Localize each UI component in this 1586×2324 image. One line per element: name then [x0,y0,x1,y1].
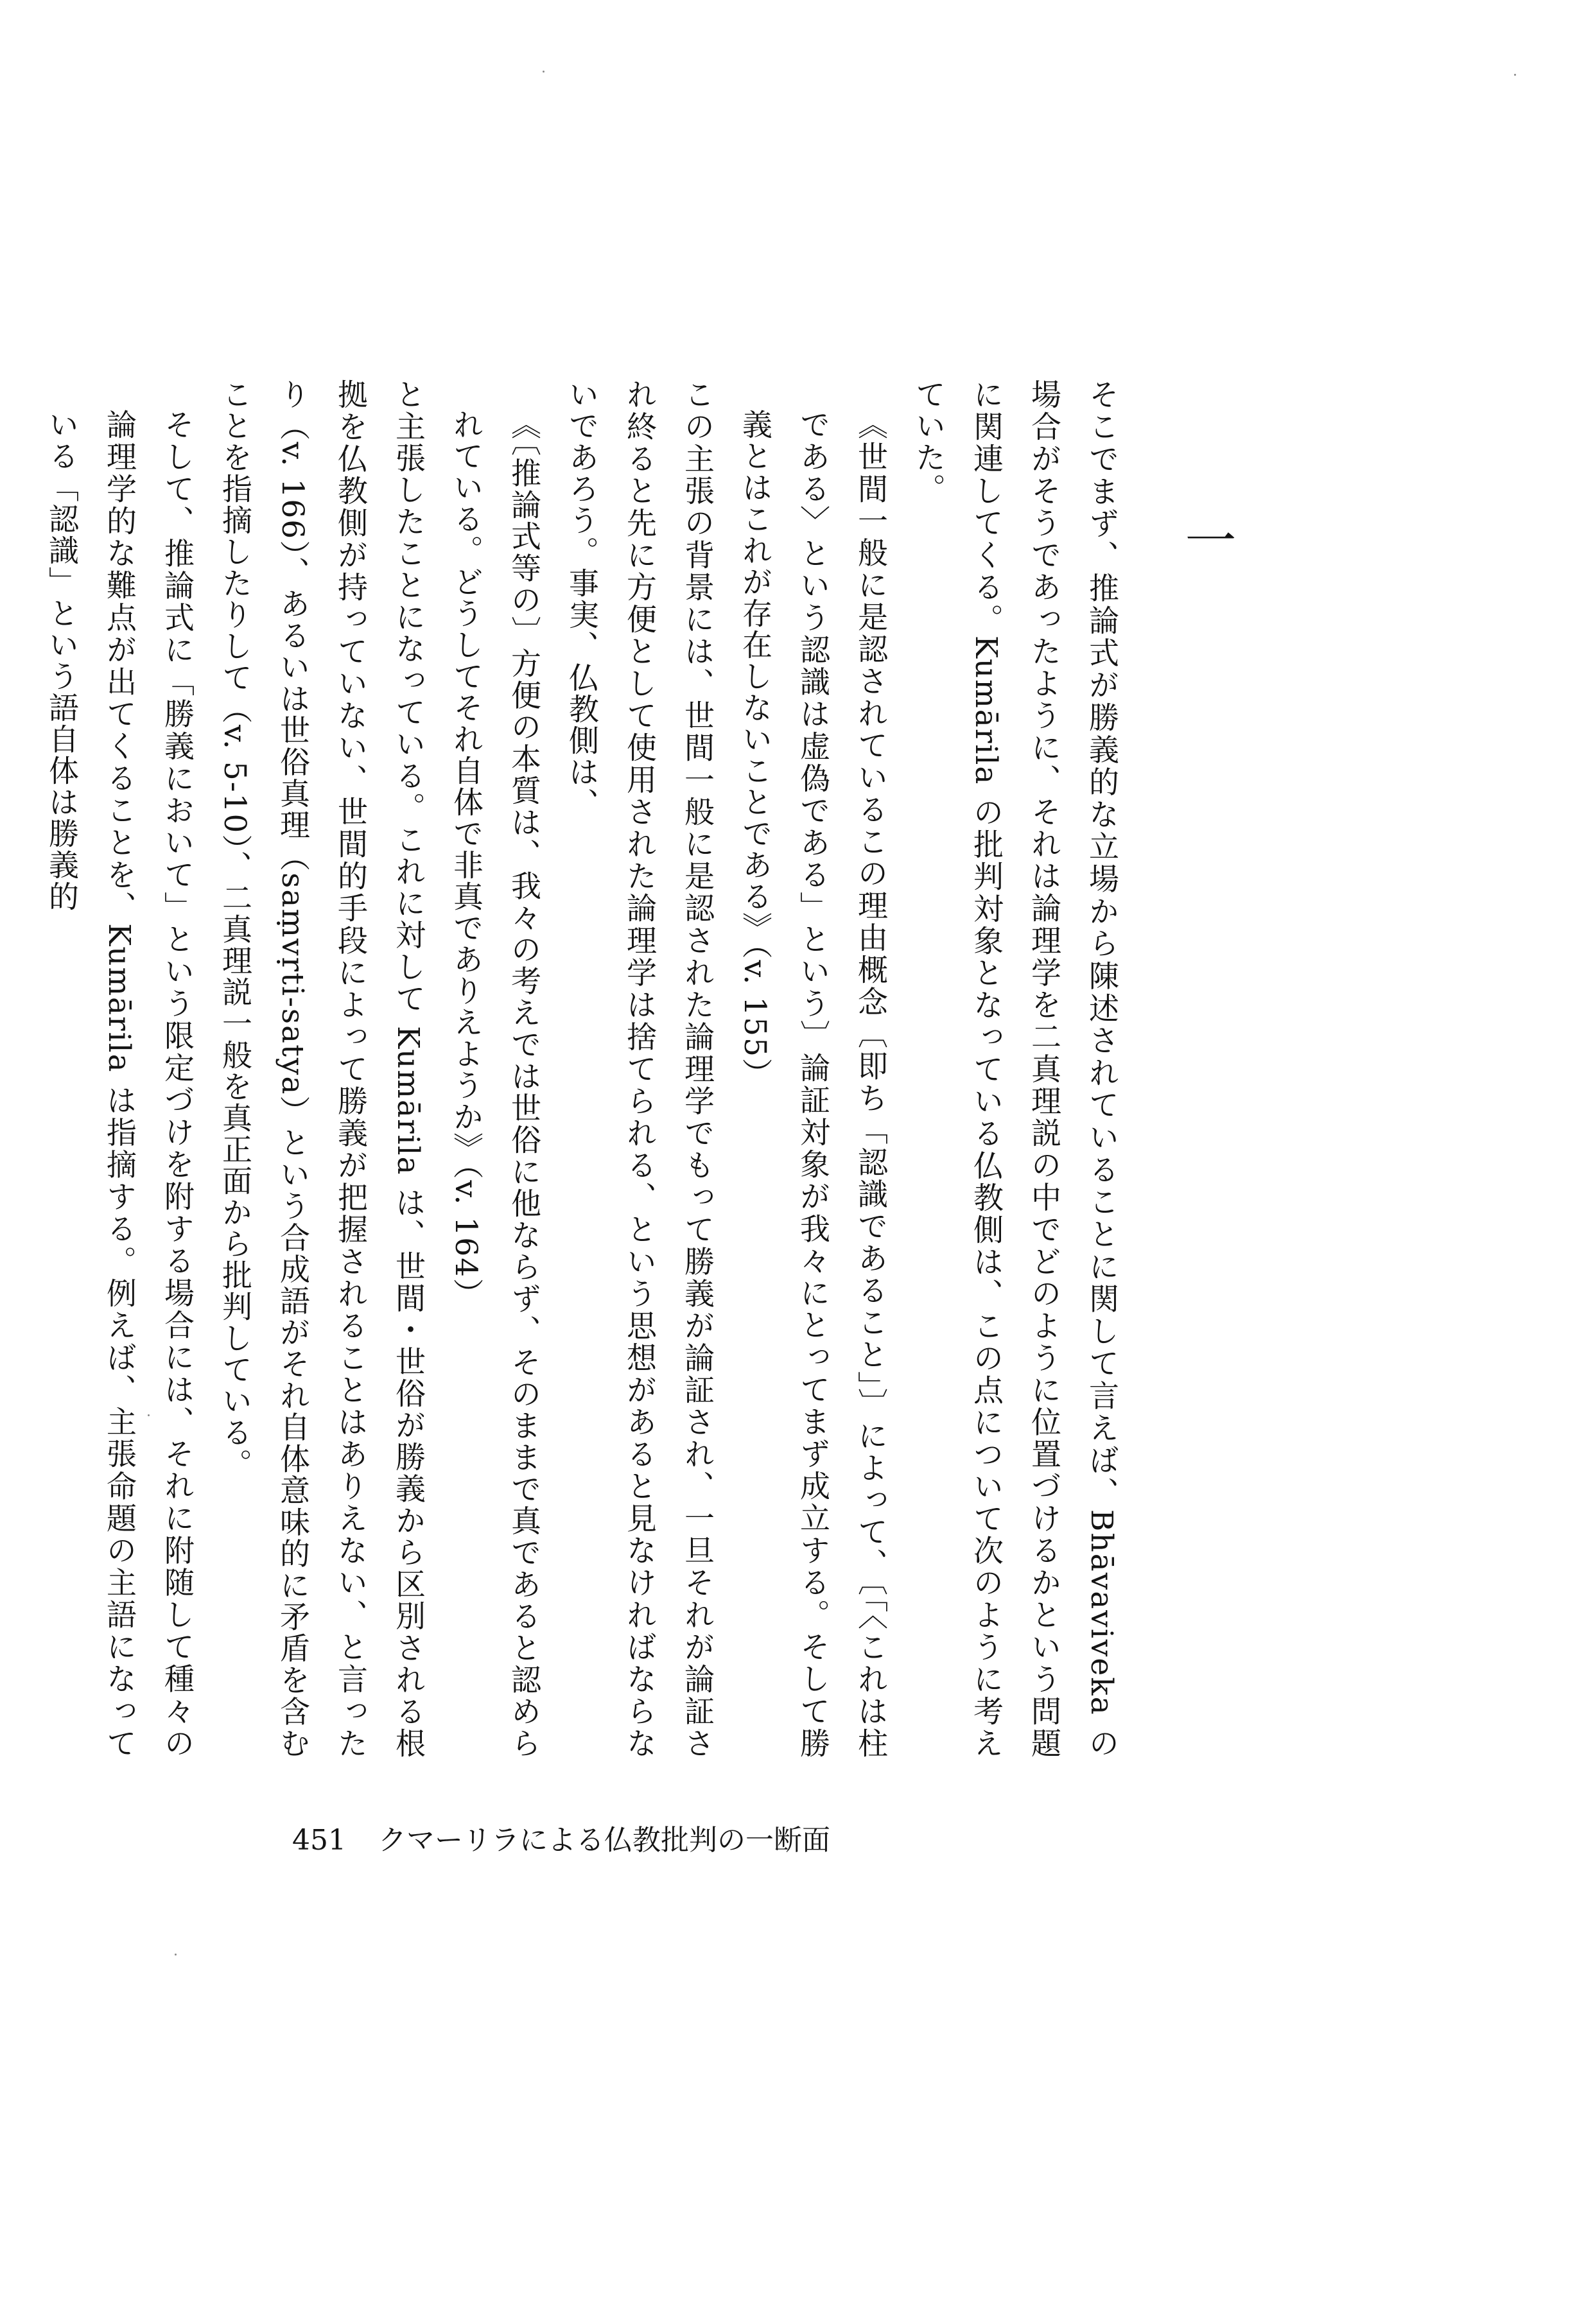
scan-speck [1514,74,1516,76]
quotation-v164: 《〔推論式等の〕方便の本質は、我々の考えでは世俗に他ならず、そのままで真であると認められている。どうしてそれ自体で非真でありえようか》（v. 164） [448,409,541,1759]
paragraph-qualification: そして、推論式に「勝義において」という限定づけを附する場合には、それに附随して種々の論理学的な難点が出てくることを、Kumārila は指摘する。例えば、主張命題の主語になっている「認識」という語自体は勝義的 [44,409,195,1759]
page-footer [292,1817,830,1858]
running-title: クマーリラによる仏教批判の一断面 [378,1824,830,1857]
scan-speck [175,1954,177,1955]
vertical-text-block [44,379,1130,1759]
page-number: 451 [292,1824,346,1857]
scan-speck [148,1414,150,1416]
paragraph-kumarila-critique: と主張したことになっている。これに対して Kumārila は、世間・世俗が勝義から区別される根拠を仏教側が持っていない、世間的手段によって勝義が把握されることはありえない、と言ったり（v. 166）、あるいは世俗真理（saṃvṛti-satya）という合成語がそれ自体意味的に矛盾を含むことを指摘したりして（v. 5-10）、二真理説一般を真正面から批判している。 [217,379,426,1759]
quotation-v155: 《世間一般に是認されているこの理由概念〔即ち「認識であること」〕によって、〔「〈これは柱である〉という認識は虚偽である」という〕論証対象が我々にとってまず成立する。そして勝義とはこれが存在しないことである》（v. 155） [737,409,888,1759]
paragraph-background: この主張の背景には、世間一般に是認された論理学でもって勝義が論証され、一旦それが論証され終ると先に方便として使用された論理学は捨てられる、という思想があると見なければならないであろう。事実、仏教側は、 [564,379,715,1759]
scan-speck [543,71,545,73]
section-number: 一 [1176,514,1236,565]
paragraph-intro: そこでまず、推論式が勝義的な立場から陳述されていることに関して言えば、Bhāvaviveka の場合がそうであったように、それは論理学を二真理説の中でどのように位置づけるかという問題に関連してくる。Kumārila の批判対象となっている仏教側は、この点について次のように考えていた。 [911,379,1119,1759]
